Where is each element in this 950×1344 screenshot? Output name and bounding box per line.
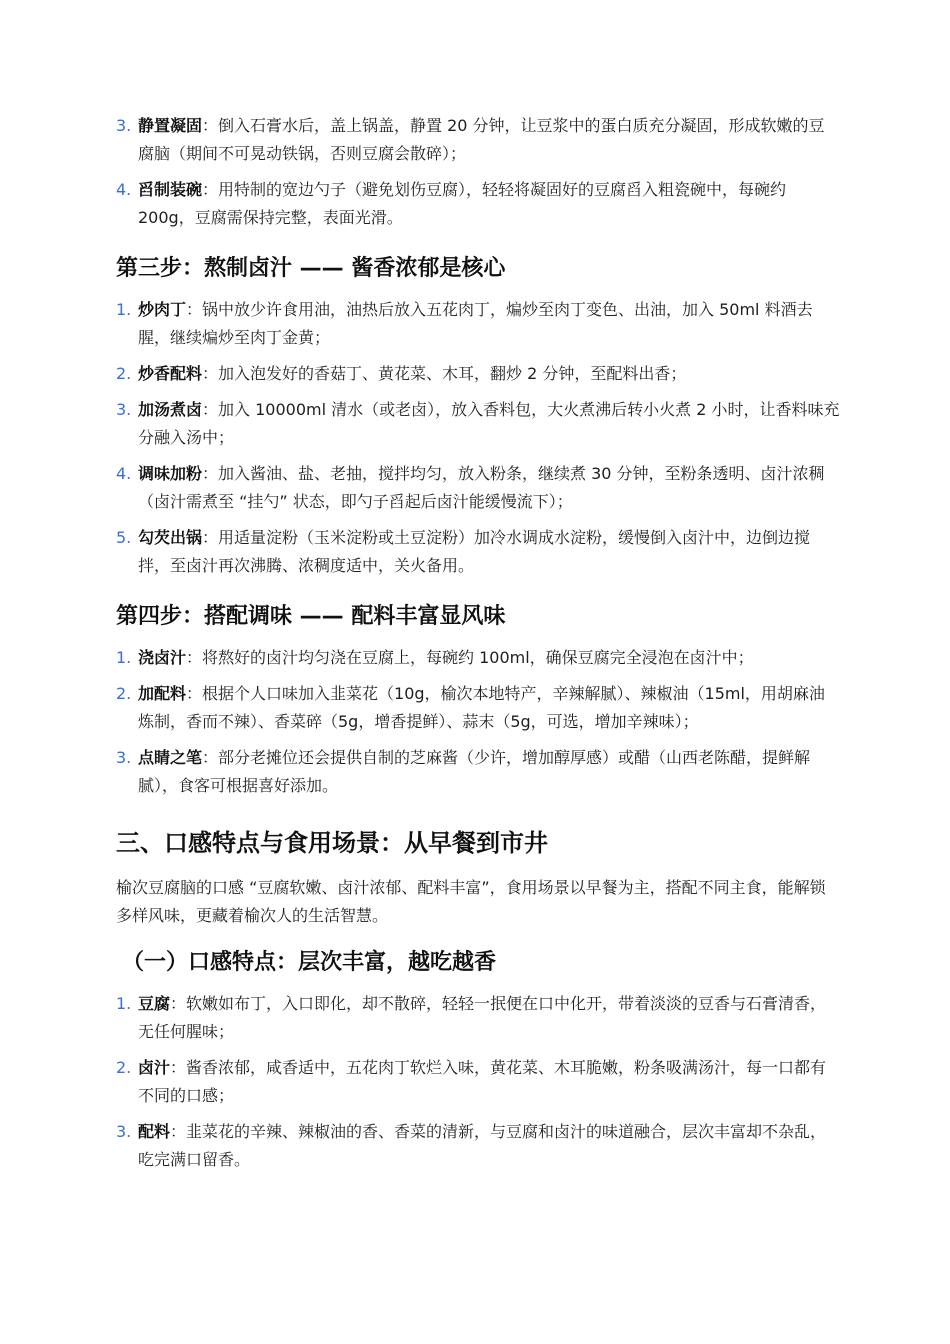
list-number: 2. bbox=[116, 364, 132, 383]
subsection1-list bbox=[116, 990, 840, 1174]
item-label: 炒肉丁 bbox=[138, 300, 187, 319]
item-text: ：用特制的宽边勺子（避免划伤豆腐），轻轻将凝固好的豆腐舀入粗瓷碗中，每碗约 200g，豆腐需保持完整，表面光滑。 bbox=[138, 180, 787, 227]
list-item bbox=[116, 360, 840, 388]
step3-list bbox=[116, 296, 840, 580]
item-text: ：将熬好的卤汁均匀浇在豆腐上，每碗约 100ml，确保豆腐完全浸泡在卤汁中； bbox=[186, 648, 754, 667]
item-text: ：部分老摊位还会提供自制的芝麻酱（少许，增加醇厚感）或醋（山西老陈醋，提鲜解腻），食客可根据喜好添加。 bbox=[138, 748, 811, 795]
list-number: 3. bbox=[116, 1122, 132, 1141]
item-text: ：倒入石膏水后，盖上锅盖，静置 20 分钟，让豆浆中的蛋白质充分凝固，形成软嫩的豆腐脑（期间不可晃动铁锅，否则豆腐会散碎）； bbox=[138, 116, 825, 163]
item-label: 浇卤汁 bbox=[138, 648, 187, 667]
item-label: 加汤煮卤 bbox=[138, 400, 203, 419]
list-item bbox=[116, 296, 840, 352]
list-item bbox=[116, 396, 840, 452]
item-text: ：软嫩如布丁，入口即化，却不散碎，轻轻一抿便在口中化开，带着淡淡的豆香与石膏清香，无任何腥味； bbox=[138, 994, 827, 1041]
list-item bbox=[116, 1118, 840, 1174]
list-item bbox=[116, 990, 840, 1046]
step4-list bbox=[116, 644, 840, 800]
list-number: 3. bbox=[116, 400, 132, 419]
item-text: ：用适量淀粉（玉米淀粉或土豆淀粉）加冷水调成水淀粉，缓慢倒入卤汁中，边倒边搅拌，至卤汁再次沸腾、浓稠度适中，关火备用。 bbox=[138, 528, 811, 575]
list-item bbox=[116, 744, 840, 800]
step4-heading: 第四步：搭配调味 —— 配料丰富显风味 bbox=[116, 604, 506, 629]
list-number: 4. bbox=[116, 464, 132, 483]
item-text: ：根据个人口味加入韭菜花（10g，榆次本地特产，辛辣解腻）、辣椒油（15ml，用胡麻油炼制，香而不辣）、香菜碎（5g，增香提鲜）、蒜末（5g，可选，增加辛辣味）； bbox=[138, 684, 825, 731]
list-number: 5. bbox=[116, 528, 132, 547]
list-item bbox=[116, 1054, 840, 1110]
list-number: 2. bbox=[116, 1058, 132, 1077]
list-number: 4. bbox=[116, 180, 132, 199]
item-text: ：韭菜花的辛辣、辣椒油的香、香菜的清新，与豆腐和卤汁的味道融合，层次丰富却不杂乱，吃完满口留香。 bbox=[138, 1122, 827, 1169]
item-label: 炒香配料 bbox=[138, 364, 203, 383]
item-label: 勾芡出锅 bbox=[138, 528, 203, 547]
item-label: 静置凝固 bbox=[138, 116, 203, 135]
list-number: 1. bbox=[116, 994, 132, 1013]
item-text: ：锅中放少许食用油，油热后放入五花肉丁，煸炒至肉丁变色、出油，加入 50ml 料酒去腥，继续煸炒至肉丁金黄； bbox=[138, 300, 813, 347]
list-number: 1. bbox=[116, 300, 132, 319]
list-number: 3. bbox=[116, 116, 132, 135]
list-item bbox=[116, 644, 840, 672]
section3-intro: 榆次豆腐脑的口感 “豆腐软嫩、卤汁浓郁、配料丰富”，食用场景以早餐为主，搭配不同主食，能解锁多样风味，更藏着榆次人的生活智慧。 bbox=[116, 878, 826, 925]
list-item bbox=[116, 460, 840, 516]
item-label: 舀制装碗 bbox=[138, 180, 203, 199]
section3-heading: 三、口感特点与食用场景：从早餐到市井 bbox=[116, 829, 548, 857]
item-label: 卤汁 bbox=[138, 1058, 171, 1077]
item-label: 调味加粉 bbox=[138, 464, 203, 483]
item-text: ：加入泡发好的香菇丁、黄花菜、木耳，翻炒 2 分钟，至配料出香； bbox=[202, 364, 687, 383]
item-label: 豆腐 bbox=[138, 994, 171, 1013]
item-label: 点睛之笔 bbox=[138, 748, 203, 767]
list-item bbox=[116, 524, 840, 580]
item-text: ：加入酱油、盐、老抽，搅拌均匀，放入粉条，继续煮 30 分钟，至粉条透明、卤汁浓稠（卤汁需煮至 “挂勺” 状态，即勺子舀起后卤汁能缓慢流下）； bbox=[138, 464, 825, 511]
document-content bbox=[116, 112, 840, 1182]
list-item bbox=[116, 112, 840, 168]
list-item bbox=[116, 176, 840, 232]
item-label: 配料 bbox=[138, 1122, 171, 1141]
list-item bbox=[116, 680, 840, 736]
subsection1-heading: （一）口感特点：层次丰富，越吃越香 bbox=[122, 950, 497, 975]
item-label: 加配料 bbox=[138, 684, 187, 703]
step3-heading: 第三步：熬制卤汁 —— 酱香浓郁是核心 bbox=[116, 256, 506, 281]
list-number: 2. bbox=[116, 684, 132, 703]
list-number: 3. bbox=[116, 748, 132, 767]
step2-list-continued bbox=[116, 112, 840, 232]
list-number: 1. bbox=[116, 648, 132, 667]
item-text: ：酱香浓郁，咸香适中，五花肉丁软烂入味，黄花菜、木耳脆嫩，粉条吸满汤汁，每一口都有不同的口感； bbox=[138, 1058, 827, 1105]
item-text: ：加入 10000ml 清水（或老卤），放入香料包，大火煮沸后转小火煮 2 小时，让香料味充分融入汤中； bbox=[138, 400, 840, 447]
